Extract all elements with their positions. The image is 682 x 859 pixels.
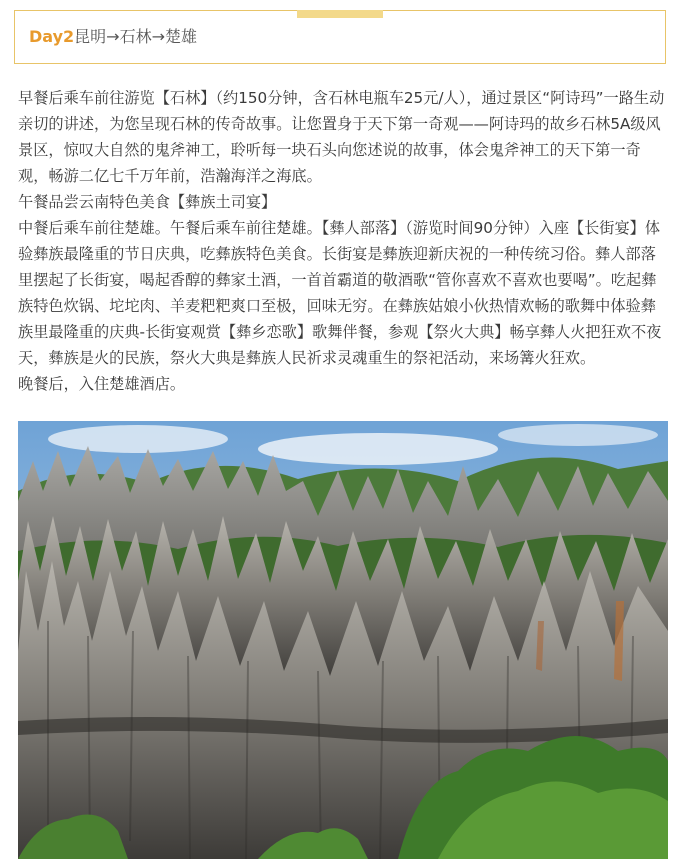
day-title — [29, 26, 197, 48]
paragraph-lunch: 午餐品尝云南特色美食【彝族土司宴】 — [18, 193, 277, 211]
paragraph-stone-forest: 早餐后乘车前往游览【石林】（约150分钟，含石林电瓶车25元/人），通过景区“阿诗玛”一路生动亲切的讲述，为您呈现石林的传奇故事。让您置身于天下第一奇观——阿诗玛的故乡石林5A级风景区，惊叹大自然的鬼斧神工，聆听每一块石头向您述说的故事，体会鬼斧神工的天下第一奇观，畅游二亿七千万年前，浩瀚海洋之海底。 — [18, 89, 665, 185]
stone-forest-photo — [18, 421, 668, 859]
day-header-box — [14, 10, 666, 64]
itinerary-content — [18, 85, 668, 397]
paragraph-yi-village: 中餐后乘车前往楚雄。午餐后乘车前往楚雄。【彝人部落】（游览时间90分钟）入座【长街宴】体验彝族最隆重的节日庆典，吃彝族特色美食。长街宴是彝族迎新庆祝的一种传统习俗。彝人部落里摆起了长街宴，喝起香醇的彝家土酒，一首首霸道的敬酒歌“管你喜欢不喜欢也要喝”。吃起彝族特色炊锅、坨坨肉、羊麦粑粑爽口至极，回味无穷。在彝族姑娘小伙热情欢畅的歌舞中体验彝族里最隆重的庆典-长街宴观赏【彝乡恋歌】歌舞伴餐，参观【祭火大典】畅享彝人火把狂欢不夜天，彝族是火的民族，祭火大典是彝族人民祈求灵魂重生的祭祀活动，来场篝火狂欢。 — [18, 219, 662, 367]
day-label: Day2 — [29, 27, 75, 46]
paragraph-dinner-hotel: 晚餐后，入住楚雄酒店。 — [18, 375, 186, 393]
header-tab-decoration — [297, 10, 383, 18]
route-text: 昆明→石林→楚雄 — [74, 27, 197, 46]
